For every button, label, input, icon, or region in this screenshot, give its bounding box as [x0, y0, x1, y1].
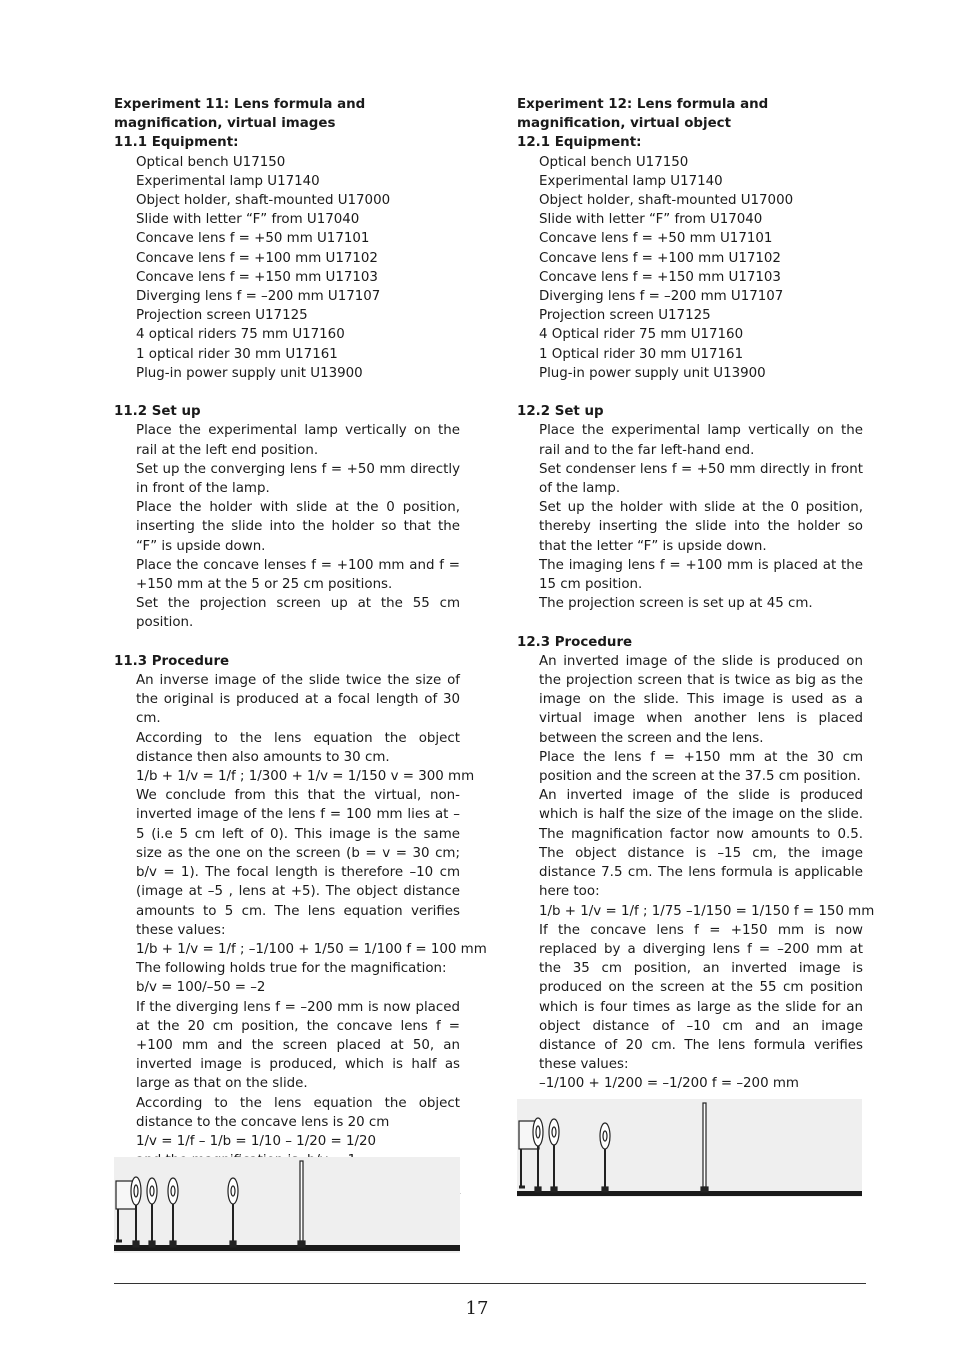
setup-paragraph: The imaging lens f = +100 mm is placed at the 15 cm position.: [539, 557, 863, 593]
equipment-item: Diverging lens f = –200 mm U17107: [539, 289, 784, 305]
equipment-item: Optical bench U17150: [539, 154, 689, 170]
page-number: 17: [465, 1298, 489, 1319]
setup-paragraph: Set up the holder with slide at the 0 position, thereby inserting the slide into the holder so that the letter “F” is upside down.: [539, 500, 863, 554]
equipment-11-heading: 11.1 Equipment:: [114, 135, 239, 151]
procedure-paragraph: If the concave lens f = +150 mm is now replaced by a diverging lens f = –200 mm at the 35 cm position, an inverted image is produced on the screen at the 55 cm position which is four times as large as the slide for an object distance of –10 cm and an image distance of 20 cm. The lens formula verifies these values:: [539, 922, 863, 1073]
equipment-item: Concave lens f = +150 mm U17103: [539, 269, 781, 285]
equipment-item: Experimental lamp U17140: [136, 173, 320, 189]
equipment-12-heading: 12.1 Equipment:: [517, 135, 642, 151]
formula-line: 1/b + 1/v = 1/f ; 1/300 + 1/v = 1/150 v = 300 mm: [136, 769, 475, 785]
formula-line: 1/b + 1/v = 1/f ; –1/100 + 1/50 = 1/100 f = 100 mm: [136, 941, 487, 957]
setup-paragraph: Place the holder with slide at the 0 position, inserting the slide into the holder so that the “F” is upside down.: [136, 500, 460, 554]
equipment-item: Concave lens f = +150 mm U17103: [136, 269, 378, 285]
equipment-item: 1 Optical rider 30 mm U17161: [539, 346, 744, 362]
projection-screen: [701, 1103, 708, 1192]
procedure-12-text: [517, 652, 875, 1094]
setup-paragraph: Set the projection screen up at the 55 cm position.: [136, 596, 460, 631]
procedure-paragraph: An inverted image of the slide is produced which is half the size of the image on the slide. The magnification factor now amounts to 0.5. The object distance is –15 cm, the image distance 7.5 cm. The lens formula is applicable here too:: [539, 788, 863, 900]
equipment-item: Plug-in power supply unit U13900: [539, 365, 766, 381]
equipment-item: Object holder, shaft-mounted U17000: [136, 193, 391, 209]
equipment-item: Slide with letter “F” from U17040: [539, 212, 763, 228]
equipment-item: Concave lens f = +100 mm U17102: [539, 250, 781, 266]
setup-paragraph: Place the concave lenses f = +100 mm and f = +150 mm at the 5 or 25 cm positions.: [136, 557, 460, 593]
setup-12-heading: 12.2 Set up: [517, 404, 604, 420]
procedure-paragraph: Place the lens f = +150 mm at the 30 cm position and the screen at the 37.5 cm position.: [539, 749, 863, 785]
experiment-12-bench-figure: [517, 1099, 862, 1197]
condenser-lens: [533, 1118, 543, 1192]
setup-paragraph: The projection screen is set up at 45 cm.: [539, 596, 813, 612]
experiment-12-title: Experiment 12: Lens formula and magnification, virtual object: [517, 97, 769, 132]
footer-rule: [114, 1283, 866, 1284]
procedure-12-heading: 12.3 Procedure: [517, 634, 633, 650]
equipment-item: 4 Optical rider 75 mm U17160: [539, 327, 744, 343]
optical-bench-illustration: [517, 1099, 862, 1197]
concave-lens-150: [228, 1178, 238, 1247]
equipment-item: 1 optical rider 30 mm U17161: [136, 346, 338, 362]
procedure-paragraph: An inverted image of the slide is produced on the projection screen that is twice as big as the image on the slide. This image is used as a virtual image when another lens is placed between the screen and the lens.: [539, 653, 863, 746]
procedure-paragraph: According to the lens equation the object distance then also amounts to 30 cm.: [136, 730, 460, 765]
equipment-item: Plug-in power supply unit U13900: [136, 365, 363, 381]
equipment-item: 4 optical riders 75 mm U17160: [136, 327, 345, 343]
concave-lens-100: [168, 1178, 178, 1247]
projection-screen: [298, 1161, 305, 1247]
formula-line: b/v = 100/–50 = –2: [136, 980, 266, 996]
setup-11-text: [114, 421, 460, 632]
formula-line: –1/100 + 1/200 = –1/200 f = –200 mm: [539, 1076, 799, 1092]
equipment-item: Projection screen U17125: [136, 308, 308, 324]
equipment-item: Concave lens f = +100 mm U17102: [136, 250, 378, 266]
procedure-paragraph: We conclude from this that the virtual, non-inverted image of the lens f = 100 mm lies at –5 (i.e 5 cm left of 0). This image is the same size as the one on the screen (b = v = 30 cm; b/v = 1). The focal length is therefore –10 cm (image at –5 , lens at +5). The object distance amounts to 5 cm. The lens equation verifies these values:: [136, 788, 460, 938]
condenser-lens: [131, 1177, 141, 1247]
setup-12-text: [517, 421, 863, 613]
procedure-paragraph: The following holds true for the magnification:: [136, 961, 447, 977]
experiment-11-column: [114, 95, 487, 1247]
setup-paragraph: Set condenser lens f = +50 mm directly in front of the lamp.: [539, 461, 863, 497]
procedure-11-heading: 11.3 Procedure: [114, 653, 230, 669]
setup-paragraph: Set up the converging lens f = +50 mm directly in front of the lamp.: [136, 461, 460, 497]
optical-bench-rail: [517, 1191, 862, 1196]
equipment-item: Object holder, shaft-mounted U17000: [539, 193, 794, 209]
equipment-item: Concave lens f = +50 mm U17101: [136, 231, 370, 247]
formula-line: 1/v = 1/f – 1/b = 1/10 – 1/20 = 1/20: [136, 1133, 377, 1149]
equipment-item: Concave lens f = +50 mm U17101: [539, 231, 773, 247]
experiment-11-bench-figure: [114, 1157, 460, 1253]
equipment-item: Slide with letter “F” from U17040: [136, 212, 360, 228]
experiment-12-column: [517, 95, 875, 1094]
slide-holder: [549, 1119, 559, 1192]
slide-holder: [147, 1178, 157, 1247]
experiment-11-title: Experiment 11: Lens formula and magnification, virtual images: [114, 97, 366, 132]
procedure-paragraph: An inverse image of the slide twice the size of the original is produced at a focal length of 30 cm.: [136, 673, 460, 727]
formula-line: 1/b + 1/v = 1/f ; 1/75 –1/150 = 1/150 f = 150 mm: [539, 903, 875, 919]
equipment-item: Diverging lens f = –200 mm U17107: [136, 289, 381, 305]
setup-11-heading: 11.2 Set up: [114, 404, 201, 420]
procedure-paragraph: According to the lens equation the object distance to the concave lens is 20 cm: [136, 1095, 460, 1130]
optical-bench-rail: [114, 1245, 460, 1251]
equipment-item: Optical bench U17150: [136, 154, 286, 170]
setup-paragraph: Place the experimental lamp vertically on the rail and to the far left-hand end.: [539, 423, 863, 458]
equipment-item: Projection screen U17125: [539, 308, 711, 324]
optical-bench-illustration: [114, 1157, 460, 1253]
procedure-paragraph: If the diverging lens f = –200 mm is now placed at the 20 cm position, the concave lens f = +100 mm and the screen placed at 50, an inverted image is produced, which is half as large as that on the slide.: [136, 999, 460, 1092]
equipment-11-list: [114, 153, 460, 383]
imaging-lens: [600, 1123, 610, 1192]
equipment-item: Experimental lamp U17140: [539, 173, 723, 189]
equipment-12-list: [517, 153, 863, 383]
setup-paragraph: Place the experimental lamp vertically on the rail at the left end position.: [136, 423, 460, 458]
